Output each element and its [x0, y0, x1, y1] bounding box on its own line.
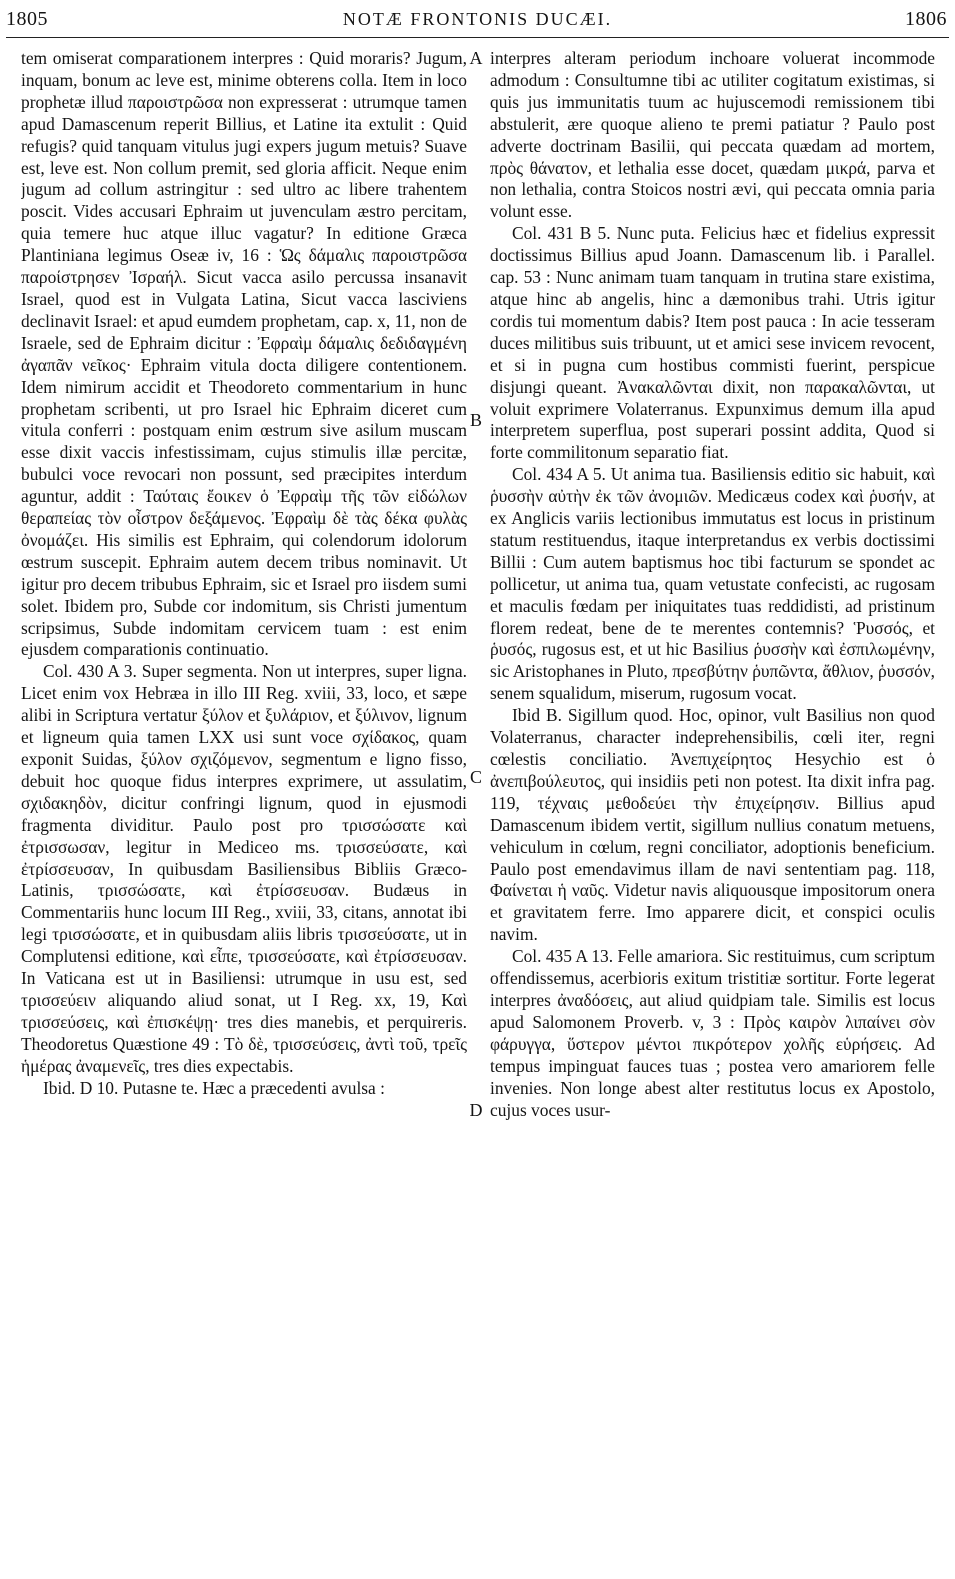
section-marker-d: D	[469, 1100, 483, 1120]
page-number-left: 1805	[6, 8, 48, 30]
left-paragraph-3: Ibid. D 10. Putasne te. Hæc a præcedenti avulsa :	[43, 1077, 385, 1098]
left-paragraph-1: tem omiserat comparationem interpres : Quid moraris? Jugum, inquam, bonum ac leve est, minime obterens colla. Item in loco prophetæ illud παροιστρῶσα non expresserat : utrumque tamen apud Damascenum reperit Billius, et Latine ita extulit : Quid refugis? quid tanquam vitulus jugi expers jugum metuis? Suave est, leve est. Non collum premit, sed gloria afficit. Neque enim jugum ad collum astringitur : sed ultro ac libere trahentem poscit. Vides accusari Ephraim ut juvenculam æstro percitam, quia temere huc atque illuc vagatur? In editione Græca Plantiniana legimus Oseæ iv, 16 : Ὡς δάμαλις παροιστρῶσα παροίστρησεν Ἰσραήλ. Sicut vacca asilo percussa insanavit Israel, quod est in Vulgata Latina, Sicut vacca lasciviens declinavit Israel: et apud eumdem prophetam, cap. x, 11, non de Israele, sed de Ephraim dicitur : Ἐφραὶμ δάμαλις δεδιδαγμένη ἀγαπᾶν νεῖκος· Ephraim vitula docta diligere contentionem. Idem nimirum accidit et Theodoreto commentarium in hunc prophetam scribenti, ut pro Israel hic Ephraim diceret cum vitula conferri : postquam enim œstrum sive asilum muscam esse dixit vaccis infestissimam, cujus stimulis illæ percitæ, bubulci voce revocari non possunt, sed præcipites interdum aguntur, addit : Ταύταις ἔοικεν ὁ Ἐφραὶμ τῆς τῶν εἰδώλων θεραπείας τὸν οἶστρον δεξάμενος. Ἐφραὶμ δὲ τὰς δέκα φυλὰς ὀνομάζει. His similis est Ephraim, qui colendorum idolorum œstrum suscepit. Ephraim autem decem tribus nominavit. Ut igitur pro decem tribubus Ephraim, sic et Israel pro iisdem sumi solet. Ibidem pro, Subde cor indomitum, sis Christi jumentum scripsimus, Subde indomitam cervicem tuam : est enim ejusdem comparationis continuatio.	[21, 48, 467, 660]
section-marker-c: C	[469, 767, 482, 787]
section-marker-a: A	[469, 48, 483, 68]
right-paragraph-4: Ibid B. Sigillum quod. Hoc, opinor, vult Basilius non quod Volaterranus, character indeprehensibilis, cœli iter, regni cœlestis conciliatio. Ἀνεπιχείρητος Hesychio est ὁ ἀνεπιβούλευτος, qui insidiis peti non potest. Ita dixit infra pag. 119, τέχναις μεθοδεύει τὴν ἐπιχείρησιν. Billius apud Damascenum ibidem vertit, sigillum nullius conatum metuens, vehiculum in cœlum, regni conciliator, adoptionis beneficium. Paulo post emendavimus illam de navi sententiam pag. 118, Φαίνεται ἡ ναῦς. Videtur navis aliquousque impositorum onera et gravitatem ferre. Imo apparere dicit, et conspici oculis navim.	[490, 705, 935, 945]
left-column	[21, 48, 467, 1568]
left-paragraph-2: Col. 430 A 3. Super segmenta. Non ut interpres, super ligna. Licet enim vox Hebræa in illo III Reg. xviii, 33, loco, et sæpe alibi in Scriptura vertatur ξύλον et ξυλάριον, et ξύλινον, lignum et ligneum quia tamen LXX usi sunt voce σχίδακος, quam exponit Suidas, ξύλον σχιζόμενον, segmentum e ligno fisso, debuit hoc quoque fidus interpres exprimere, ut assulatim, σχιδακηδὸν, dicitur confringi lignum, quod in ejusmodi fragmenta dividitur. Paulo post pro τρισσώσατε καὶ ἐτρισσωσαν, legitur in Mediceo ms. τρισσεύσατε, καὶ ἐτρίσσευσαν, In quibusdam Basiliensibus Bibliis Græco-Latinis, τρισσώσατε, καὶ ἐτρίσσευσαν. Budæus in Commentariis hunc locum III Reg., xviii, 33, citans, annotat ibi legi τρισσώσατε, et in quibusdam aliis libris τρισσεύσατε, ut in Complutensi editione, καὶ εἶπε, τρισσεύσατε, καὶ ἐτρίσσευσαν. In Vaticana est ut in Basiliensi: utrumque in usu est, sed τρισσεύειν aliquando aliud sonat, ut I Reg. xx, 19, Καὶ τρισσεύσεις, καὶ ἐπισκέψῃ· tres dies manebis, et perquireris. Theodoretus Quæstione 49 : Τὸ δὲ, τρισσεύσεις, ἀντὶ τοῦ, τρεῖς ἡμέρας ἀναμενεῖς, tres dies expectabis.	[21, 661, 467, 1076]
running-title: NOTÆ FRONTONIS DUCÆI.	[342, 9, 613, 29]
running-header	[0, 0, 955, 40]
header-rule	[6, 37, 949, 38]
right-paragraph-3: Col. 434 A 5. Ut anima tua. Basiliensis editio sic habuit, καὶ ῥυσσὴν αὐτὴν ἐκ τῶν ἀνομιῶν. Medicæus codex καὶ ῥυσήν, at ex Anglicis variis lectionibus immutatus est locus in pristinum statum restituendus, itaque interpretandus ex verbis doctissimi Billii : Cum autem baptismus hoc tibi facturum se spondet ac pollicetur, ut anima tua, quam vetustate confecisti, ac rugosam et maculis fœdam per iniquitates tuas reddidisti, ad pristinum florem redeat, bene de te merentes contemnis? Ῥυσσός, et ῥυσός, rugosus est, et ut hic Basilius ῥυσσὴν καὶ ἐσπιλωμένην, sic Aristophanes in Pluto, πρεσβύτην ῥυπῶντα, ἄθλιον, ῥυσσόν, senem squalidum, miserum, rugosum vocat.	[490, 464, 935, 704]
right-paragraph-2: Col. 431 B 5. Nunc puta. Felicius hæc et fidelius expressit doctissimus Billius apud Joann. Damascenum lib. i Parallel. cap. 53 : Nunc animam tuam tanquam in trutina stare existima, atque hinc ab angelis, hinc a dæmonibus trahi. Utris igitur cordis tui momentum dabis? Item post pauca : In acie tesseram duces militibus suis tribuunt, ut et amici sese invicem revocent, et si in pugna cum hostibus commisti fuerint, perspicue disjungi queant. Ἀνακαλῶνται dixit, non παρακαλῶνται, ut voluit exprimere Volaterranus. Expunximus demum illa apud interpretem superflua, post superari possint addita, Quod si forte commilitonum separatio fiat.	[490, 223, 935, 463]
right-column	[490, 48, 935, 1568]
right-paragraph-1: interpres alteram periodum inchoare voluerat incommode admodum : Consultumne tibi ac utiliter cogitatum existimas, si quis jus immunitatis tuum ac hujuscemodi remissionem tibi abstulerit, ære quoque alieno te premi patiatur ? Paulo post adverte doctrinam Basilii, qui peccata quædam ad mortem, πρὸς θάνατον, et lethalia esse docet, quædam μικρά, parva et non lethalia, contra Stoicos nostri ævi, qui peccata omnia paria volunt esse.	[490, 48, 935, 222]
right-paragraph-5: Col. 435 A 13. Felle amariora. Sic restituimus, cum scriptum offendissemus, acerbioris exitum tristitiæ sortitur. Forte legerat interpres ἀναδόσεις, aut aliud quidpiam tale. Similis est locus apud Salomonem Proverb. v, 3 : Πρὸς καιρὸν λιπαίνει σὸν φάρυγγα, ὕστερον μέντοι πικρότερον χολῆς εὑρήσεις. Ad tempus impinguat fauces tuas ; postea vero amariorem felle invenies. Non longe abest alter restitutus locus ex Apostolo, cujus voces usur-	[490, 946, 935, 1120]
section-marker-b: B	[469, 410, 482, 430]
page-number-right: 1806	[905, 8, 947, 30]
